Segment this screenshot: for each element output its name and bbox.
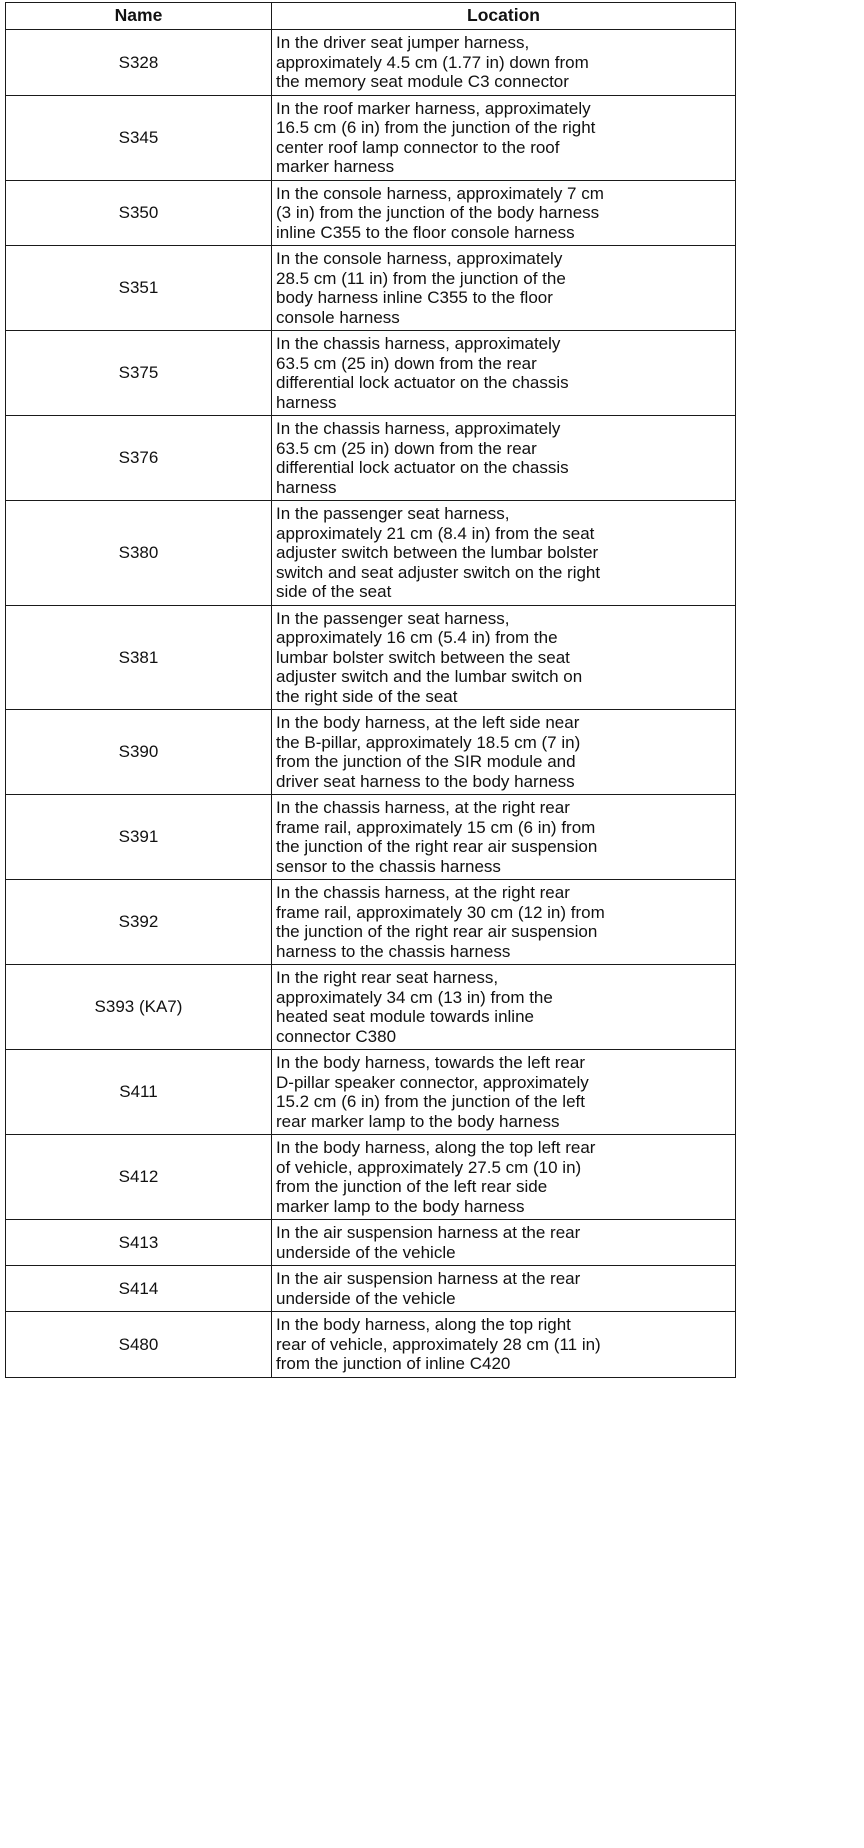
table-row (6, 1050, 736, 1135)
location-text-line: In the air suspension harness at the rear (276, 1223, 581, 1242)
location-text-line: harness (276, 477, 337, 497)
location-text-line: frame rail, approximately 15 cm (6 in) from (276, 817, 596, 837)
splice-name-cell: S393 (KA7) (6, 965, 272, 1050)
location-text-line: the junction of the right rear air suspension (276, 837, 598, 856)
splice-location-cell (272, 710, 736, 795)
location-text-line: differential lock actuator on the chassis (276, 373, 569, 392)
location-text-line: marker harness (276, 157, 395, 176)
splice-location-cell (272, 246, 736, 331)
location-text-line: from the junction of the SIR module and (276, 752, 576, 771)
location-text-line: harness (276, 392, 337, 412)
table-row (6, 246, 736, 331)
location-text-line: lumbar bolster switch between the seat (276, 647, 570, 667)
location-text-line: 16.5 cm (6 in) from the junction of the right (276, 118, 596, 137)
location-text-line: adjuster switch between the lumbar bolster (276, 543, 599, 562)
splice-location-cell (272, 1220, 736, 1266)
location-text-line: D-pillar speaker connector, approximately (276, 1072, 589, 1092)
location-text-line: In the driver seat jumper harness, (276, 33, 530, 52)
splice-name-cell: S414 (6, 1266, 272, 1312)
location-text-line: harness to the chassis harness (276, 941, 511, 961)
location-text-line: approximately 16 cm (5.4 in) from the (276, 628, 558, 647)
splice-name-cell: S350 (6, 180, 272, 246)
table-row (6, 710, 736, 795)
location-text-line: the B-pillar, approximately 18.5 cm (7 in) (276, 732, 581, 752)
table-row (6, 965, 736, 1050)
location-text-line: the junction of the right rear air suspension (276, 922, 598, 941)
location-text-line: (3 in) from the junction of the body harness (276, 203, 600, 222)
location-text-line: marker lamp to the body harness (276, 1196, 525, 1216)
location-text-line: In the body harness, along the top right (276, 1315, 571, 1334)
splice-location-cell (272, 605, 736, 710)
location-text-line: switch and seat adjuster switch on the right (276, 562, 601, 582)
splice-name-cell: S345 (6, 95, 272, 180)
splice-location-cell (272, 795, 736, 880)
table-row (6, 605, 736, 710)
location-text-line: heated seat module towards inline (276, 1007, 534, 1026)
location-text-line: inline C355 to the floor console harness (276, 222, 575, 242)
splice-location-cell (272, 416, 736, 501)
table-row (6, 180, 736, 246)
location-text-line: underside of the vehicle (276, 1288, 456, 1308)
splice-name-cell: S392 (6, 880, 272, 965)
splice-location-cell (272, 1266, 736, 1312)
location-text-line: sensor to the chassis harness (276, 856, 501, 876)
splice-location-cell (272, 1050, 736, 1135)
location-text-line: adjuster switch and the lumbar switch on (276, 667, 583, 686)
location-text-line: In the right rear seat harness, (276, 968, 499, 987)
splice-name-cell: S375 (6, 331, 272, 416)
location-text-line: In the body harness, towards the left rear (276, 1053, 586, 1072)
splice-location-cell (272, 880, 736, 965)
splice-name-cell: S376 (6, 416, 272, 501)
location-text-line: rear marker lamp to the body harness (276, 1111, 560, 1131)
splice-location-cell (272, 95, 736, 180)
location-text-line: center roof lamp connector to the roof (276, 137, 560, 157)
location-text-line: connector C380 (276, 1026, 397, 1046)
splice-name-cell: S480 (6, 1312, 272, 1378)
location-text-line: In the chassis harness, at the right rear (276, 798, 570, 817)
splice-name-cell: S351 (6, 246, 272, 331)
table-row (6, 30, 736, 96)
table-row (6, 1312, 736, 1378)
table-header-row (6, 3, 736, 30)
location-text-line: body harness inline C355 to the floor (276, 288, 553, 307)
splice-name-cell: S328 (6, 30, 272, 96)
splice-name-cell: S381 (6, 605, 272, 710)
location-text-line: the memory seat module C3 connector (276, 72, 569, 91)
location-text-line: side of the seat (276, 582, 392, 601)
table-row (6, 416, 736, 501)
location-text-line: In the body harness, along the top left rear (276, 1138, 596, 1157)
splice-name-cell: S412 (6, 1135, 272, 1220)
splice-location-cell (272, 1135, 736, 1220)
location-text-line: In the chassis harness, approximately (276, 419, 561, 438)
location-text-line: In the roof marker harness, approximately (276, 98, 591, 118)
table-row (6, 501, 736, 606)
splice-location-cell (272, 30, 736, 96)
splice-name-cell: S391 (6, 795, 272, 880)
table-row (6, 1220, 736, 1266)
table-row (6, 880, 736, 965)
location-column-header: Location (272, 3, 736, 30)
splice-location-cell (272, 501, 736, 606)
splice-name-cell: S380 (6, 501, 272, 606)
location-text-line: differential lock actuator on the chassis (276, 458, 569, 477)
splice-location-table (5, 2, 736, 1378)
location-text-line: 63.5 cm (25 in) down from the rear (276, 438, 537, 458)
location-text-line: In the passenger seat harness, (276, 504, 510, 523)
location-text-line: approximately 34 cm (13 in) from the (276, 987, 553, 1007)
location-text-line: In the air suspension harness at the rear (276, 1269, 581, 1288)
location-text-line: of vehicle, approximately 27.5 cm (10 in) (276, 1157, 582, 1177)
name-column-header: Name (6, 3, 272, 30)
table-row (6, 1266, 736, 1312)
location-text-line: the right side of the seat (276, 686, 458, 706)
location-text-line: In the console harness, approximately 7 cm (276, 183, 604, 203)
splice-location-cell (272, 180, 736, 246)
table-body (6, 30, 736, 1378)
location-text-line: approximately 21 cm (8.4 in) from the seat (276, 523, 595, 543)
location-text-line: In the body harness, at the left side near (276, 713, 580, 732)
location-text-line: from the junction of the left rear side (276, 1177, 548, 1196)
table-row (6, 95, 736, 180)
splice-name-cell: S411 (6, 1050, 272, 1135)
splice-name-cell: S413 (6, 1220, 272, 1266)
splice-location-cell (272, 331, 736, 416)
splice-location-cell (272, 965, 736, 1050)
location-text-line: 15.2 cm (6 in) from the junction of the left (276, 1092, 585, 1111)
splice-location-cell (272, 1312, 736, 1378)
location-text-line: frame rail, approximately 30 cm (12 in) from (276, 902, 605, 922)
table-row (6, 331, 736, 416)
location-text-line: 63.5 cm (25 in) down from the rear (276, 353, 537, 373)
table-row (6, 1135, 736, 1220)
location-text-line: In the console harness, approximately (276, 249, 563, 268)
location-text-line: underside of the vehicle (276, 1242, 456, 1262)
location-text-line: approximately 4.5 cm (1.77 in) down from (276, 52, 589, 72)
location-text-line: In the chassis harness, approximately (276, 334, 561, 353)
splice-name-cell: S390 (6, 710, 272, 795)
location-text-line: from the junction of inline C420 (276, 1354, 511, 1373)
location-text-line: In the chassis harness, at the right rear (276, 883, 570, 902)
location-text-line: rear of vehicle, approximately 28 cm (11 in) (276, 1334, 601, 1354)
location-text-line: In the passenger seat harness, (276, 608, 510, 628)
location-text-line: console harness (276, 307, 400, 327)
location-text-line: driver seat harness to the body harness (276, 771, 575, 791)
table-row (6, 795, 736, 880)
location-text-line: 28.5 cm (11 in) from the junction of the (276, 268, 566, 288)
